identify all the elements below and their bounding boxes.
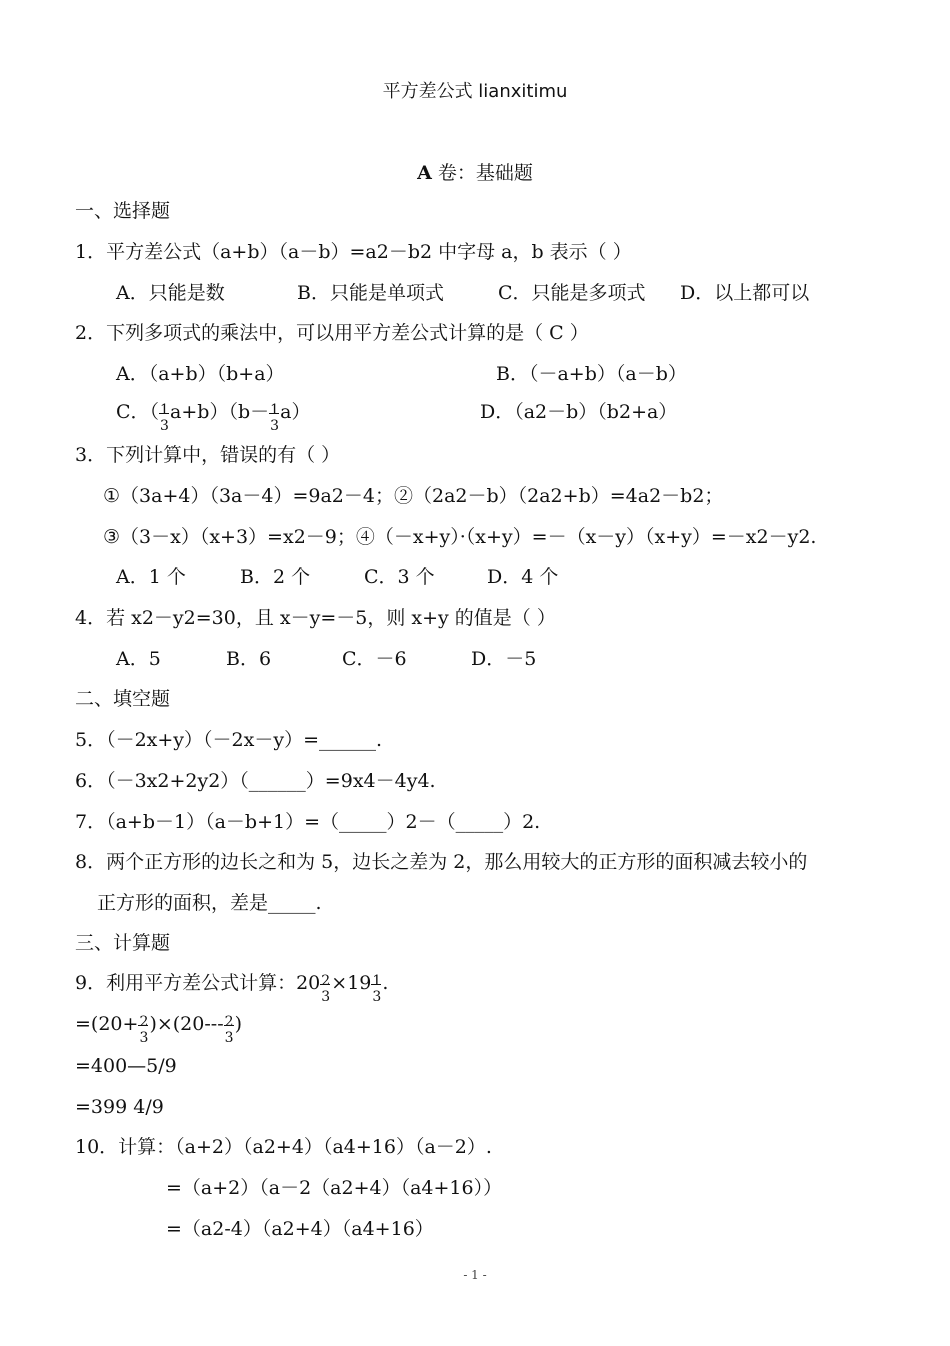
q9-post: . (382, 972, 389, 994)
q2-option-a: A．（a+b）（b+a） (116, 363, 285, 385)
q2-c-mid: a+b）（b－ (170, 401, 270, 423)
question-9 (75, 970, 389, 1005)
fraction-one-third (269, 399, 280, 434)
q10-step-1: =（a+2）（a－2（a2+4）（a4+16）） (166, 1177, 503, 1199)
fraction-two-thirds (138, 1011, 149, 1046)
q9-step-1 (75, 1011, 243, 1046)
q1-option-d: D．以上都可以 (680, 282, 810, 304)
frac-num: 1 (372, 973, 382, 989)
page-number: - 1 - (463, 1268, 487, 1282)
q10-step-2: =（a2-4）（a2+4）（a4+16） (166, 1218, 434, 1240)
section-choice: 一、选择题 (75, 200, 171, 222)
frac-num: 1 (270, 402, 280, 418)
fraction-one-third (159, 399, 170, 434)
frac-den: 3 (321, 989, 331, 1005)
question-7: 7．（a+b－1）（a－b+1）=（_____）2－（_____）2. (75, 811, 541, 833)
fraction-one-third (371, 970, 382, 1005)
q2-option-b: B．（－a+b）（a－b） (496, 363, 687, 385)
q4-option-c: C．－6 (342, 648, 407, 670)
frac-num: 2 (224, 1014, 234, 1030)
q2-option-d: D．（a2－b）（b2+a） (480, 401, 678, 423)
q1-option-c: C．只能是多项式 (498, 282, 646, 304)
question-8-line-2: 正方形的面积，差是_____. (97, 892, 322, 914)
q3-statements-1: ①（3a+4）（3a－4）=9a2－4；②（2a2－b）（2a2+b）=4a2－b2； (103, 485, 724, 507)
subtitle-rest: 卷：基础题 (431, 162, 533, 184)
q4-option-d: D．－5 (471, 648, 537, 670)
subtitle-bold: A (417, 162, 432, 184)
section-calculation: 三、计算题 (75, 932, 171, 954)
frac-num: 2 (139, 1014, 149, 1030)
frac-den: 3 (270, 418, 280, 434)
question-3: 3．下列计算中，错误的有（ ） (75, 444, 341, 466)
q3-option-c: C．3 个 (364, 566, 435, 588)
q3-option-a: A．1 个 (116, 566, 186, 588)
q1-option-b: B．只能是单项式 (297, 282, 444, 304)
fraction-two-thirds (320, 970, 331, 1005)
fraction-two-thirds (224, 1011, 235, 1046)
question-2: 2．下列多项式的乘法中，可以用平方差公式计算的是（ C ） (75, 322, 589, 344)
q3-option-b: B．2 个 (240, 566, 311, 588)
q2-option-c (116, 399, 311, 434)
q3-option-d: D．4 个 (487, 566, 559, 588)
q1-option-a: A．只能是数 (116, 282, 225, 304)
frac-num: 2 (321, 973, 331, 989)
frac-num: 1 (160, 402, 169, 418)
q2-c-pre: C．（ (116, 401, 160, 423)
q9-step1-pre: =(20+ (75, 1013, 139, 1035)
section-fill-in: 二、填空题 (75, 688, 171, 710)
frac-den: 3 (160, 418, 169, 434)
question-5: 5．（－2x+y）（－2x－y）=______. (75, 729, 383, 751)
question-4: 4．若 x2－y2=30，且 x－y=－5，则 x+y 的值是（ ） (75, 607, 556, 629)
q2-c-post: a） (280, 401, 311, 423)
frac-den: 3 (372, 989, 382, 1005)
q9-step-3: =399 4/9 (75, 1096, 164, 1118)
q9-mid: ×19 (331, 972, 372, 994)
q9-pre: 9．利用平方差公式计算：20 (75, 972, 321, 994)
q9-step1-post: ) (234, 1013, 243, 1035)
question-1: 1．平方差公式（a+b）（a－b）=a2－b2 中字母 a，b 表示（ ） (75, 241, 632, 263)
frac-den: 3 (224, 1030, 234, 1046)
q4-option-a: A．5 (116, 648, 161, 670)
q3-statements-2: ③（3－x）（x+3）=x2－9；④（－x+y）·（x+y）=－（x－y）（x+y）=－x2－y2. (103, 526, 817, 548)
section-heading-a (0, 158, 950, 185)
document-title: 平方差公式 lianxitimu (382, 81, 568, 102)
frac-den: 3 (139, 1030, 149, 1046)
question-10: 10．计算：（a+2）（a2+4）（a4+16）（a－2）. (75, 1136, 492, 1158)
question-6: 6．（－3x2+2y2）（______）=9x4－4y4. (75, 770, 436, 792)
q9-step-2: =400—5/9 (75, 1055, 177, 1077)
q4-option-b: B．6 (226, 648, 272, 670)
question-8-line-1: 8．两个正方形的边长之和为 5，边长之差为 2，那么用较大的正方形的面积减去较小的 (75, 851, 808, 873)
q9-step1-mid: )×(20--- (149, 1013, 224, 1035)
